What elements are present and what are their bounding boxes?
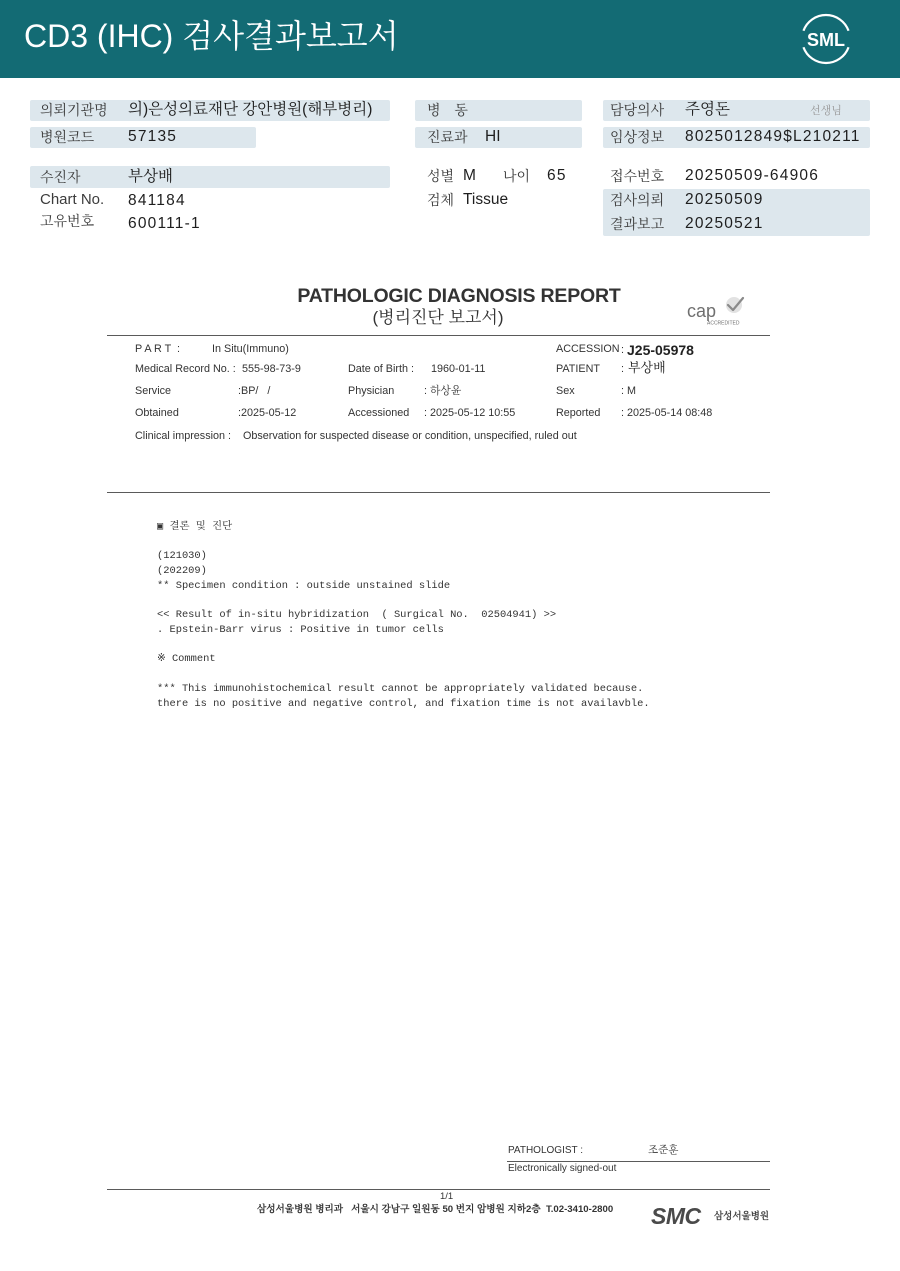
- accessioned-value: : 2025-05-12 10:55: [424, 407, 516, 419]
- diagnosis-heading: ▣ 결론 및 진단: [157, 520, 233, 533]
- hospital-code-value: 57135: [128, 128, 178, 145]
- request-date-label: 검사의뢰: [610, 192, 665, 208]
- doctor-value: 주영돈: [685, 101, 730, 118]
- obtained-value: :2025-05-12: [238, 407, 297, 419]
- reported-label: Reported: [556, 407, 601, 419]
- chart-no-value: 841184: [128, 192, 186, 209]
- sex-value: M: [463, 167, 476, 184]
- part-label: P A R T :: [135, 343, 181, 355]
- patient-value: 부상배: [128, 168, 173, 185]
- chart-no-label: Chart No.: [40, 191, 105, 208]
- ward-label: 병 동: [427, 102, 468, 118]
- patient-label: 수진자: [40, 169, 81, 185]
- accession-label: ACCESSION: [556, 343, 620, 355]
- department-value: HI: [485, 128, 501, 145]
- dob-value: 1960-01-11: [431, 363, 486, 375]
- part-value: In Situ(Immuno): [212, 343, 289, 355]
- clinical-info-value: 8025012849$L210211: [685, 128, 861, 145]
- institution-value: 의)은성의료재단 강안병원(해부병리): [128, 101, 373, 118]
- diagnosis-code: (202209): [157, 564, 207, 577]
- accessioned-label: Accessioned: [348, 407, 410, 419]
- hospital-code-label: 병원코드: [40, 129, 95, 145]
- age-value: 65: [547, 167, 567, 184]
- institution-label: 의뢰기관명: [40, 102, 108, 118]
- clinical-info-label: 임상정보: [610, 129, 665, 145]
- cap-accredited-logo: [686, 294, 748, 328]
- ish-result-heading: << Result of in-situ hybridization ( Surgical No. 02504941) >>: [157, 609, 557, 622]
- cap-logo-sub: ACCREDITED: [707, 320, 740, 327]
- report-patient-value: 부상배: [628, 360, 666, 375]
- receipt-no-value: 20250509-64906: [685, 167, 820, 184]
- footer-address: 삼성서울병원 병리과 서울시 강남구 일원동 50 번지 암병원 지하2층 T.02-3410-2800: [257, 1204, 614, 1215]
- doctor-label: 담당의사: [610, 102, 665, 118]
- reported-value: : 2025-05-14 08:48: [621, 407, 713, 419]
- specimen-label: 검체: [427, 192, 455, 208]
- comment-line: there is no positive and negative control, and fixation time is not availavble.: [157, 697, 650, 710]
- diagnosis-code: (121030): [157, 550, 207, 563]
- physician-label: Physician: [348, 385, 395, 397]
- pathologist-name: 조준훈: [648, 1144, 679, 1156]
- report-sex-value: : M: [621, 385, 636, 397]
- unique-no-value: 600111-1: [128, 215, 201, 232]
- accession-value: J25-05978: [627, 342, 694, 358]
- department-label: 진료과: [427, 129, 468, 145]
- cap-logo-text: cap: [687, 301, 717, 321]
- report-subtitle: (병리진단 보고서): [372, 308, 504, 327]
- report-sex-label: Sex: [556, 385, 575, 397]
- report-date-value: 20250521: [685, 215, 764, 232]
- medical-record-value: 555-98-73-9: [242, 363, 301, 375]
- report-divider-middle: [107, 492, 770, 493]
- clinical-impression-value: Observation for suspected disease or condition, unspecified, ruled out: [243, 430, 577, 442]
- comment-line: *** This immunohistochemical result cannot be appropriately validated because.: [157, 682, 644, 695]
- sml-logo: [798, 11, 854, 67]
- specimen-value: Tissue: [463, 191, 509, 208]
- specimen-condition: ** Specimen condition : outside unstained slide: [157, 579, 451, 592]
- patient-field-bg: [30, 166, 390, 188]
- report-patient-label: PATIENT: [556, 363, 600, 375]
- pathologist-label: PATHOLOGIST :: [508, 1145, 584, 1156]
- report-divider-top: [107, 335, 770, 336]
- age-label: 나이: [503, 168, 531, 184]
- sex-label: 성별: [427, 168, 455, 184]
- receipt-no-label: 접수번호: [610, 168, 665, 184]
- hospital-name: 삼성서울병원: [714, 1211, 770, 1222]
- report-date-label: 결과보고: [610, 216, 665, 232]
- medical-record-label: Medical Record No. :: [135, 363, 236, 375]
- dob-label: Date of Birth :: [348, 363, 415, 375]
- report-patient-colon: :: [621, 363, 624, 375]
- clinical-impression-label: Clinical impression :: [135, 430, 232, 442]
- page-title: CD3 (IHC) 검사결과보고서: [24, 18, 399, 54]
- report-title: PATHOLOGIC DIAGNOSIS REPORT: [297, 285, 621, 307]
- service-label: Service: [135, 385, 172, 397]
- physician-value: : 하상윤: [424, 385, 462, 397]
- signed-out-note: Electronically signed-out: [508, 1163, 617, 1174]
- comment-heading: ※ Comment: [157, 653, 216, 666]
- unique-no-label: 고유번호: [40, 213, 95, 229]
- sml-logo-text: SML: [807, 30, 845, 50]
- request-date-value: 20250509: [685, 191, 764, 208]
- page-number: 1/1: [440, 1191, 454, 1202]
- doctor-suffix: 선생님: [810, 105, 842, 117]
- service-value: :BP/ /: [238, 385, 271, 397]
- obtained-label: Obtained: [135, 407, 179, 419]
- smc-logo: SMC: [651, 1203, 701, 1229]
- accession-colon: :: [621, 344, 624, 356]
- footer-divider: [107, 1189, 770, 1190]
- ish-result: . Epstein-Barr virus : Positive in tumor cells: [157, 623, 444, 636]
- report-header-bar: [0, 0, 900, 78]
